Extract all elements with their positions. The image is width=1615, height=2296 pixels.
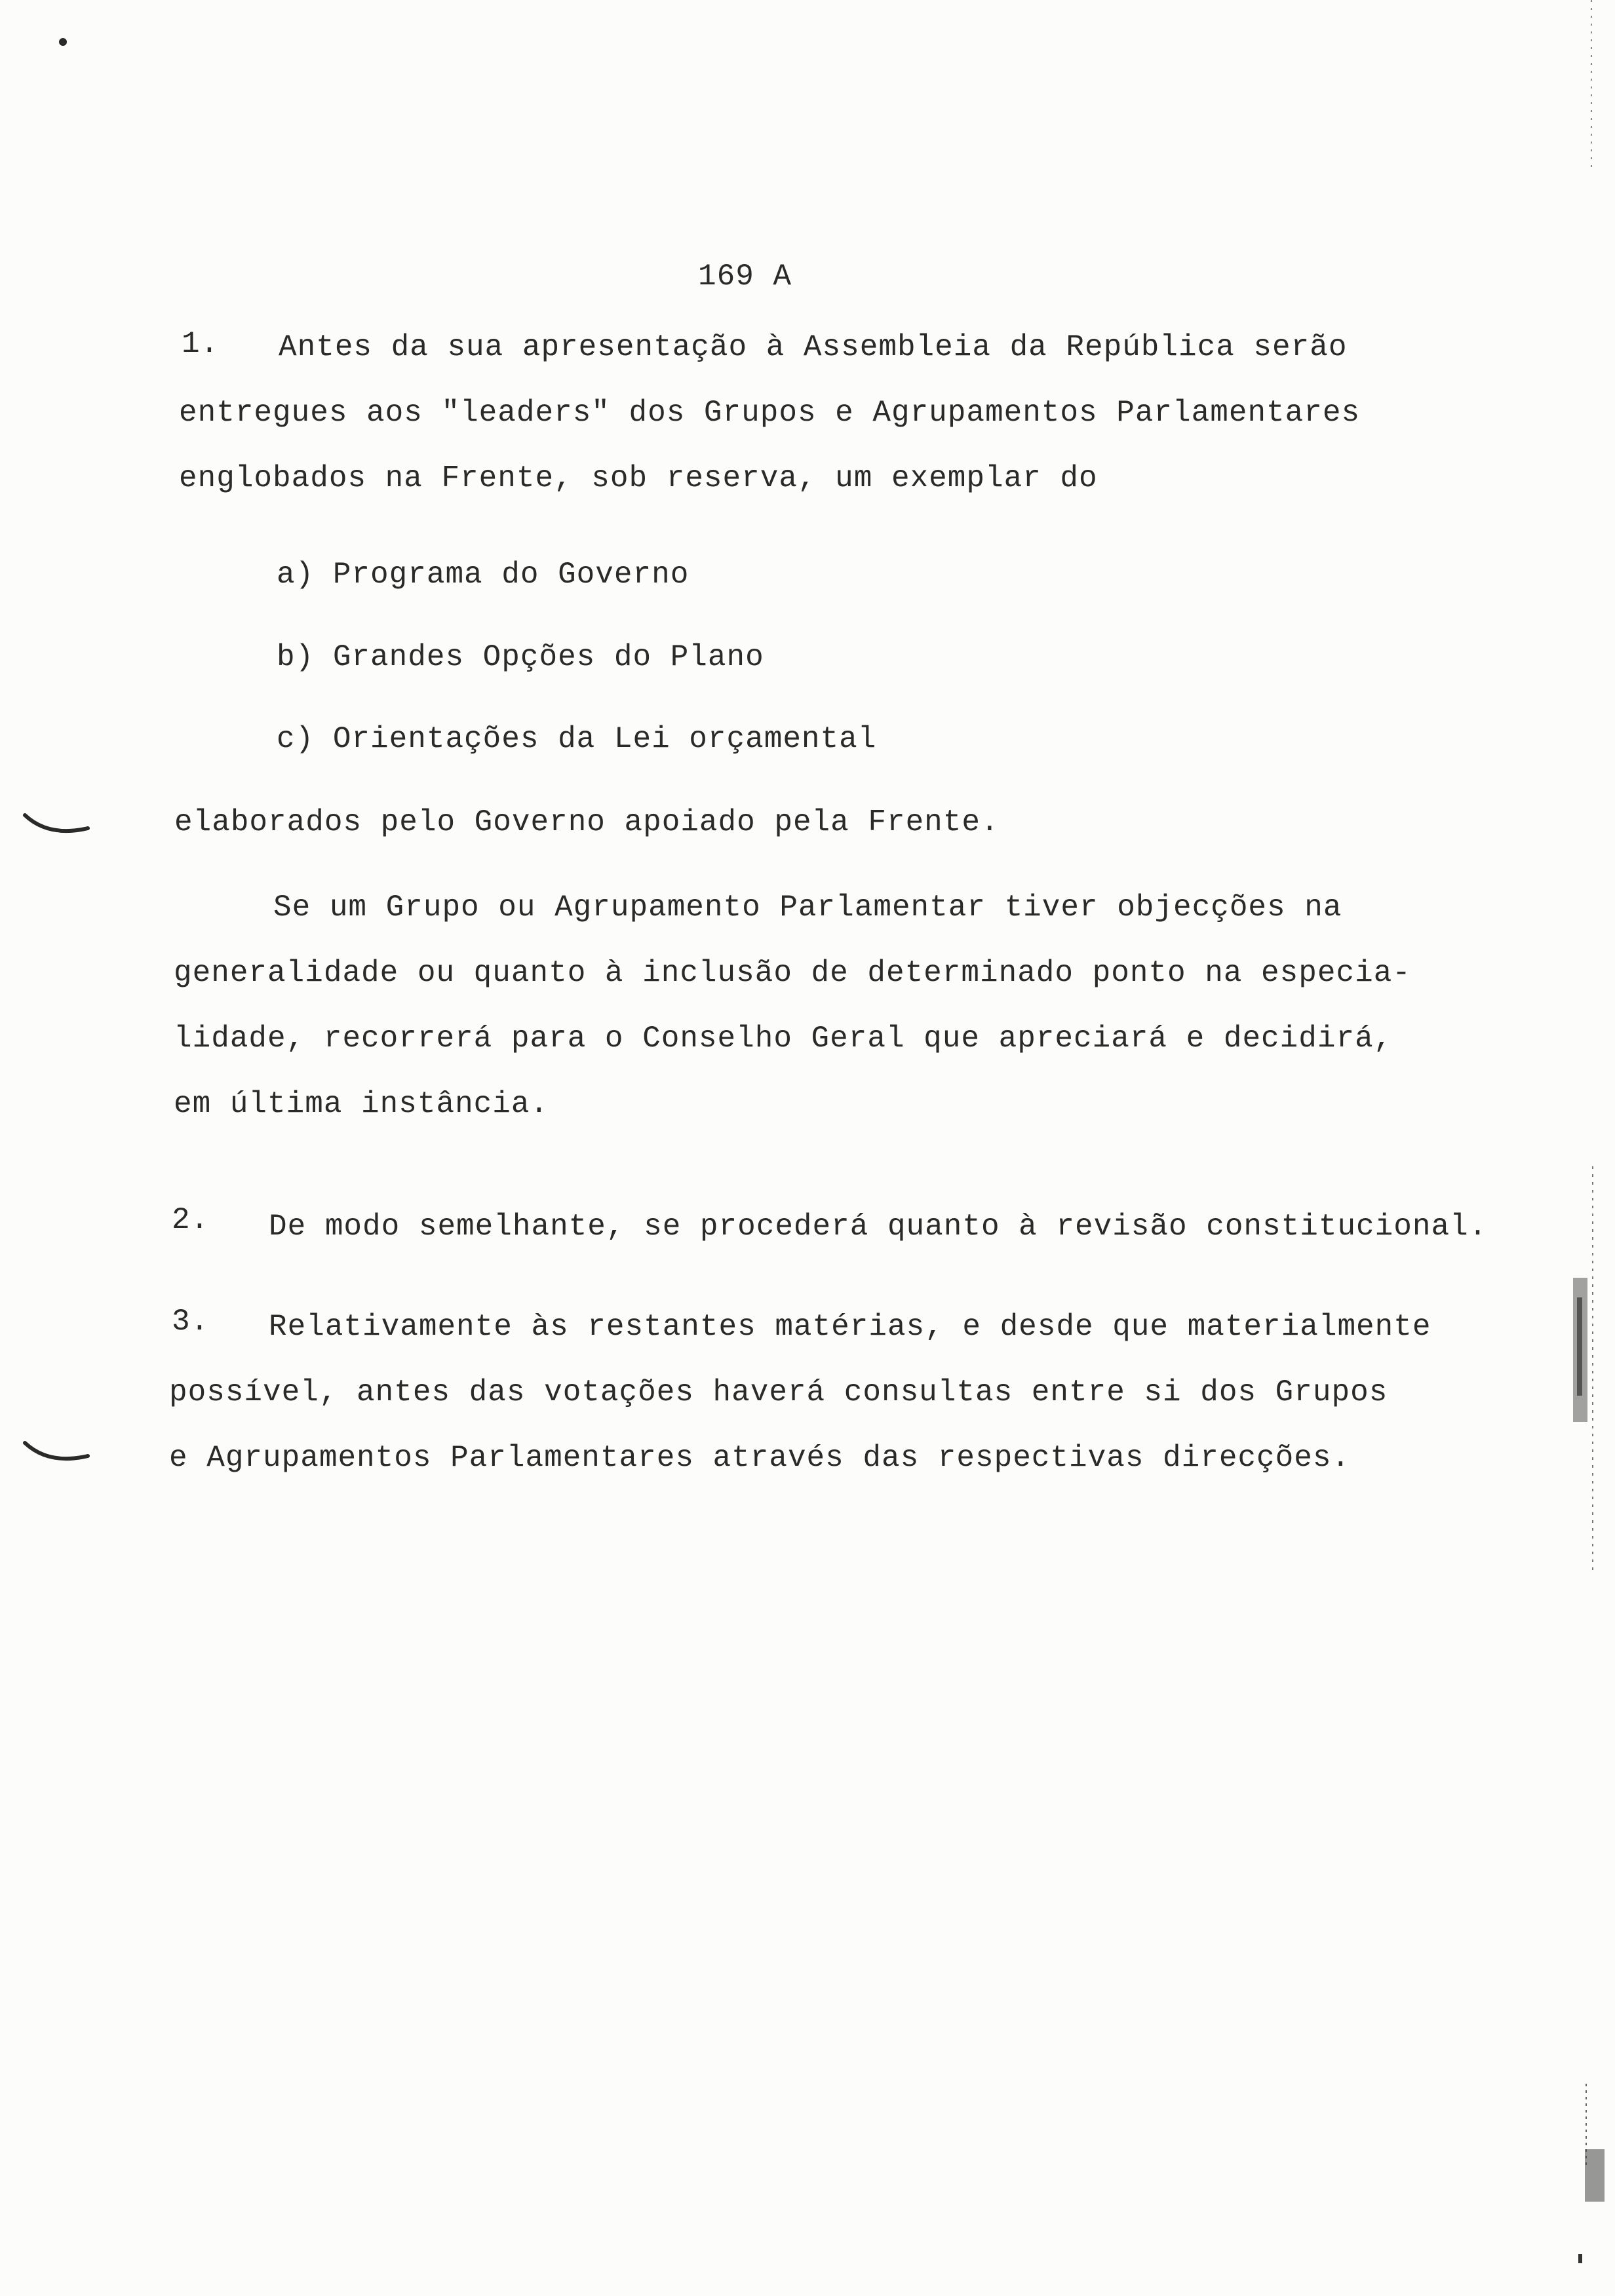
- binder-arc-mark-upper: [22, 811, 94, 844]
- section-3-line-3: e Agrupamentos Parlamentares através das respectivas direcções.: [169, 1441, 1351, 1475]
- section-1-closing-line: elaborados pelo Governo apoiado pela Frente.: [174, 805, 1000, 839]
- section-2-number: 2.: [172, 1203, 210, 1237]
- section-3-line-2: possível, antes das votações haverá consultas entre si dos Grupos: [169, 1375, 1388, 1409]
- list-item-c: c) Orientações da Lei orçamental: [277, 722, 877, 756]
- section-1-line-1: Antes da sua apresentação à Assembleia da República serão: [279, 330, 1348, 364]
- section-1-para-2-line-1: Se um Grupo ou Agrupamento Parlamentar tiver objecções na: [273, 890, 1342, 925]
- list-item-a: a) Programa do Governo: [277, 558, 690, 592]
- binder-arc-mark-lower: [22, 1439, 94, 1472]
- section-1-para-2-line-3: lidade, recorrerá para o Conselho Geral que apreciará e decidirá,: [174, 1022, 1393, 1056]
- section-1-para-2-line-4: em última instância.: [174, 1087, 549, 1121]
- scan-edge-noise: [1547, 0, 1615, 2296]
- section-1-para-2-line-2: generalidade ou quanto à inclusão de determinado ponto na especia-: [174, 956, 1411, 990]
- section-2-text: De modo semelhante, se procederá quanto à revisão constitucional.: [269, 1210, 1488, 1244]
- section-3-number: 3.: [172, 1305, 210, 1339]
- stray-dot-mark: [59, 38, 67, 46]
- section-1-line-3: englobados na Frente, sob reserva, um exemplar do: [179, 461, 1098, 495]
- section-3-line-1: Relativamente às restantes matérias, e desde que materialmente: [269, 1310, 1431, 1344]
- section-1-line-2: entregues aos "leaders" dos Grupos e Agrupamentos Parlamentares: [179, 396, 1361, 430]
- page-number: 169 A: [698, 259, 792, 294]
- list-item-b: b) Grandes Opções do Plano: [277, 640, 764, 674]
- section-1-number: 1.: [182, 327, 220, 361]
